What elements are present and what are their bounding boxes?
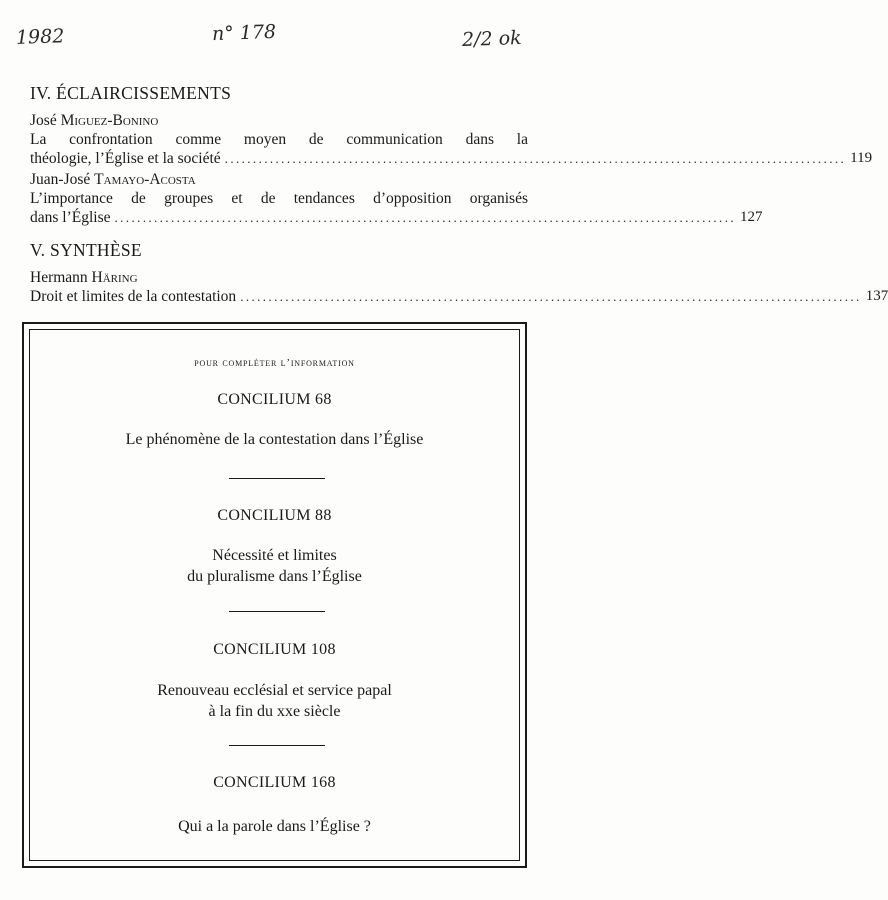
entry-title-line: L’importance de groupes et de tendances d’opposition organisés bbox=[30, 190, 528, 207]
entry-title-line-with-page bbox=[30, 287, 888, 306]
author-first-name: Hermann bbox=[30, 269, 88, 286]
author-last-name: Häring bbox=[91, 269, 138, 286]
entry-title-line-with-page bbox=[30, 208, 763, 227]
toc-entry bbox=[30, 268, 888, 306]
concilium-description: Nécessité et limites bbox=[212, 547, 337, 564]
page-number: 127 bbox=[740, 209, 763, 225]
concilium-description: du pluralisme dans l’Église bbox=[187, 568, 362, 585]
entry-title-line: La confrontation comme moyen de communication dans la bbox=[30, 131, 528, 148]
entry-author bbox=[30, 268, 528, 287]
entry-title-line: dans l’Église bbox=[30, 209, 111, 226]
entry-author bbox=[30, 170, 528, 189]
concilium-title: CONCILIUM 168 bbox=[213, 774, 336, 791]
section-heading-synthese: V. SYNTHÈSE bbox=[30, 240, 142, 260]
page-number: 137 bbox=[865, 288, 888, 304]
leader-dots: .............................................................................................................. bbox=[224, 151, 847, 166]
concilium-title: CONCILIUM 88 bbox=[217, 507, 332, 524]
concilium-description: Renouveau ecclésial et service papal bbox=[157, 682, 392, 699]
handwritten-year: 1982 bbox=[15, 25, 65, 49]
author-last-name: Miguez-Bonino bbox=[60, 112, 159, 129]
author-first-name: José bbox=[30, 112, 57, 129]
separator-rule bbox=[229, 478, 325, 479]
entry-title-line: Droit et limites de la contestation bbox=[30, 288, 237, 305]
concilium-description: à la fin du xxe siècle bbox=[208, 703, 341, 720]
author-last-name: Tamayo-Acosta bbox=[94, 171, 196, 188]
toc-entry bbox=[30, 170, 763, 227]
separator-rule bbox=[229, 745, 325, 746]
section-heading-eclaircissements: IV. ÉCLAIRCISSEMENTS bbox=[30, 83, 232, 103]
concilium-description: Qui a la parole dans l’Église ? bbox=[178, 818, 371, 835]
handwritten-note: 2/2 ok bbox=[461, 26, 522, 52]
concilium-description: Le phénomène de la contestation dans l’Église bbox=[125, 431, 424, 448]
concilium-title: CONCILIUM 68 bbox=[217, 391, 332, 408]
entry-author bbox=[30, 111, 528, 130]
author-first-name: Juan-José bbox=[30, 171, 91, 188]
handwritten-issue-number: n° 178 bbox=[211, 20, 277, 46]
leader-dots: .............................................................................................................. bbox=[240, 289, 862, 304]
toc-entry bbox=[30, 111, 873, 168]
entry-title-line: théologie, l’Église et la société bbox=[30, 150, 221, 167]
concilium-title: CONCILIUM 108 bbox=[213, 641, 336, 658]
info-box-kicker: pour compléter l’information bbox=[194, 357, 355, 369]
leader-dots: .............................................................................................................. bbox=[114, 210, 736, 225]
entry-title-line-with-page bbox=[30, 149, 873, 168]
page-number: 119 bbox=[850, 150, 873, 166]
separator-rule bbox=[229, 611, 325, 612]
